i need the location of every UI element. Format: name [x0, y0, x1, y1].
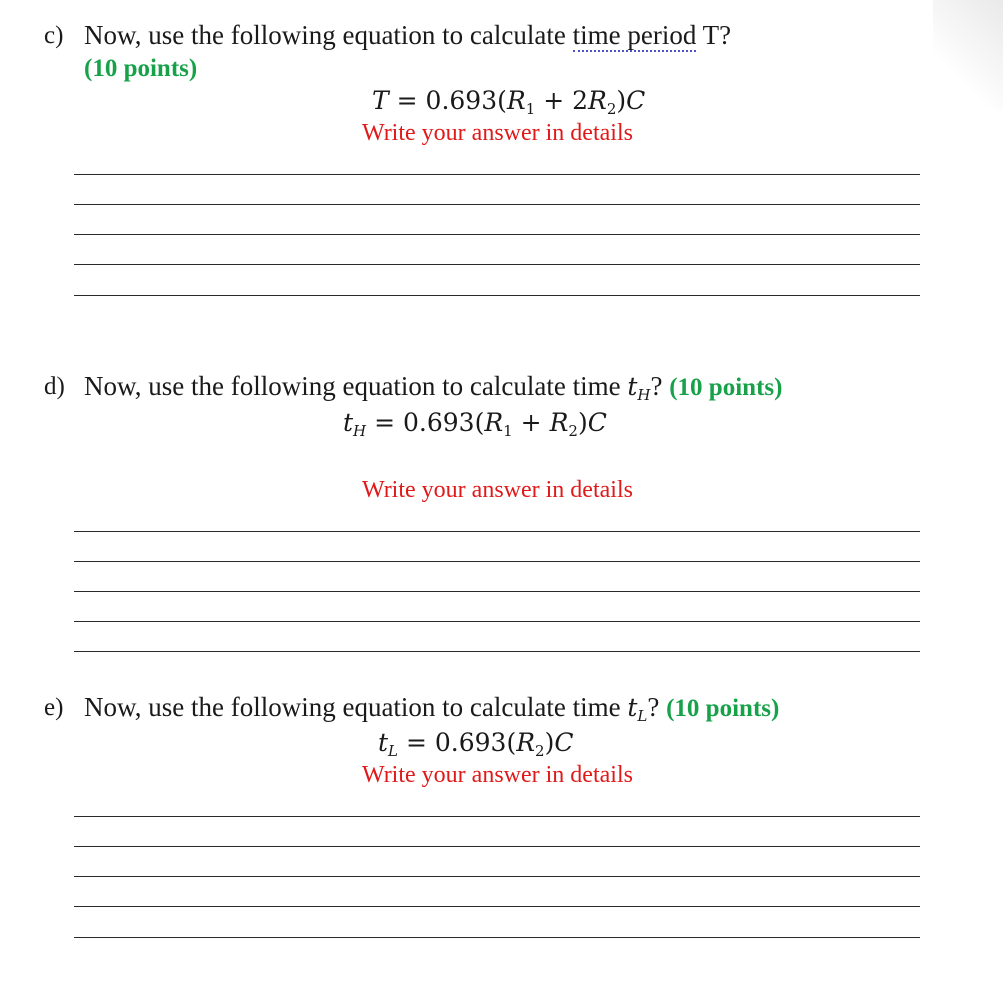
eq-lhs: t [343, 408, 354, 437]
eq-equals: = [374, 408, 396, 437]
question-suffix: T? [702, 20, 732, 50]
equation [343, 408, 607, 440]
points-badge: (10 points) [669, 374, 783, 401]
instruction-text: Write your answer in details [362, 762, 633, 788]
question-text [84, 692, 779, 725]
eq-rhs-prefix: 0.693( [434, 728, 517, 757]
eq-close: ) [544, 728, 555, 757]
points-badge: (10 points) [84, 55, 198, 82]
answer-line[interactable] [74, 204, 920, 205]
instruction-text: Write your answer in details [362, 477, 633, 503]
points-badge: (10 points) [666, 695, 780, 722]
question-prompt: Now, use the following equation to calculate time [84, 371, 621, 401]
eq-c: C [587, 408, 607, 437]
answer-line[interactable] [74, 174, 920, 175]
question-letter: c) [44, 22, 64, 49]
answer-line[interactable] [74, 561, 920, 562]
question-letter: e) [44, 694, 64, 721]
answer-line[interactable] [74, 651, 920, 652]
eq-r2-sub: 2 [535, 742, 545, 760]
eq-lhs: t [378, 728, 389, 757]
answer-line[interactable] [74, 937, 920, 938]
eq-equals: = [405, 728, 427, 757]
equation [378, 728, 573, 760]
points-line [84, 55, 197, 83]
eq-r2-sub: 2 [568, 422, 578, 440]
answer-line[interactable] [74, 264, 920, 265]
eq-close: ) [616, 86, 627, 115]
eq-r1-sub: 1 [503, 422, 513, 440]
equation [372, 86, 645, 118]
answer-line[interactable] [74, 234, 920, 235]
eq-rhs-prefix: 0.693( [403, 408, 485, 437]
eq-c: C [554, 728, 574, 757]
eq-close: ) [577, 408, 588, 437]
answer-line[interactable] [74, 295, 920, 296]
eq-c: C [626, 86, 646, 115]
question-suffix: ? [647, 692, 660, 722]
answer-line[interactable] [74, 846, 920, 847]
question-link[interactable]: time period [572, 20, 697, 50]
eq-r1: R [484, 408, 504, 437]
answer-line[interactable] [74, 531, 920, 532]
answer-line[interactable] [74, 591, 920, 592]
eq-equals: = [396, 86, 418, 115]
page-corner-shadow [933, 0, 1003, 110]
question-letter: d) [44, 373, 65, 400]
eq-plus: + [520, 408, 542, 437]
eq-r2-sub: 2 [606, 100, 617, 118]
question-suffix: ? [650, 371, 663, 401]
eq-r2: R [516, 728, 536, 757]
answer-line[interactable] [74, 876, 920, 877]
eq-rhs-prefix: 0.693( [425, 86, 507, 115]
eq-plus: + 2 [543, 86, 589, 115]
question-variable [627, 693, 648, 725]
question-prompt: Now, use the following equation to calculate [84, 20, 566, 50]
question-text [84, 371, 782, 404]
eq-r2: R [588, 86, 607, 115]
question-prompt: Now, use the following equation to calculate time [84, 692, 621, 722]
eq-r1-sub: 1 [525, 100, 536, 118]
eq-lhs-sub: L [388, 742, 399, 760]
answer-line[interactable] [74, 621, 920, 622]
eq-r2: R [549, 408, 569, 437]
var-symbol: t [627, 372, 638, 401]
question-variable [627, 372, 651, 404]
eq-r1: R [506, 86, 526, 115]
answer-line[interactable] [74, 906, 920, 907]
var-sub: L [637, 707, 648, 725]
answer-line[interactable] [74, 816, 920, 817]
instruction-text: Write your answer in details [362, 120, 633, 146]
var-symbol: t [627, 693, 638, 722]
question-text [84, 20, 731, 51]
eq-lhs-sub: H [353, 422, 367, 440]
var-sub: H [637, 386, 651, 404]
eq-lhs: T [372, 86, 389, 115]
